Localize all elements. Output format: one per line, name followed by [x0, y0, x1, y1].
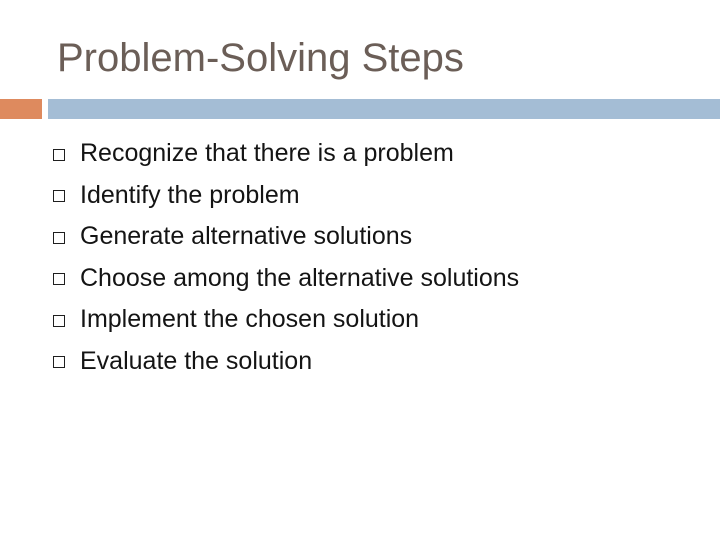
- hollow-square-icon: [53, 149, 65, 161]
- hollow-square-icon: [53, 232, 65, 244]
- title-divider-bar: [48, 99, 720, 119]
- bullet-text: Generate alternative solutions: [80, 222, 413, 251]
- bullet-item: [50, 133, 519, 175]
- hollow-square-icon: [53, 273, 65, 285]
- hollow-square-icon: [53, 356, 65, 368]
- bullet-text: Implement the chosen solution: [80, 305, 420, 334]
- hollow-square-icon: [53, 190, 65, 202]
- bullet-text: Choose among the alternative solutions: [80, 263, 520, 292]
- bullet-item: [50, 341, 519, 383]
- hollow-square-icon: [53, 315, 65, 327]
- slide-title: Problem-Solving Steps: [57, 36, 464, 80]
- bullet-text: Identify the problem: [80, 180, 300, 209]
- bullet-text: Recognize that there is a problem: [80, 139, 454, 168]
- title-accent-bar: [0, 99, 42, 119]
- bullet-list: [50, 133, 519, 382]
- bullet-item: [50, 175, 519, 217]
- bullet-item: [50, 258, 519, 300]
- bullet-item: [50, 216, 519, 258]
- bullet-item: [50, 299, 519, 341]
- bullet-text: Evaluate the solution: [80, 346, 313, 375]
